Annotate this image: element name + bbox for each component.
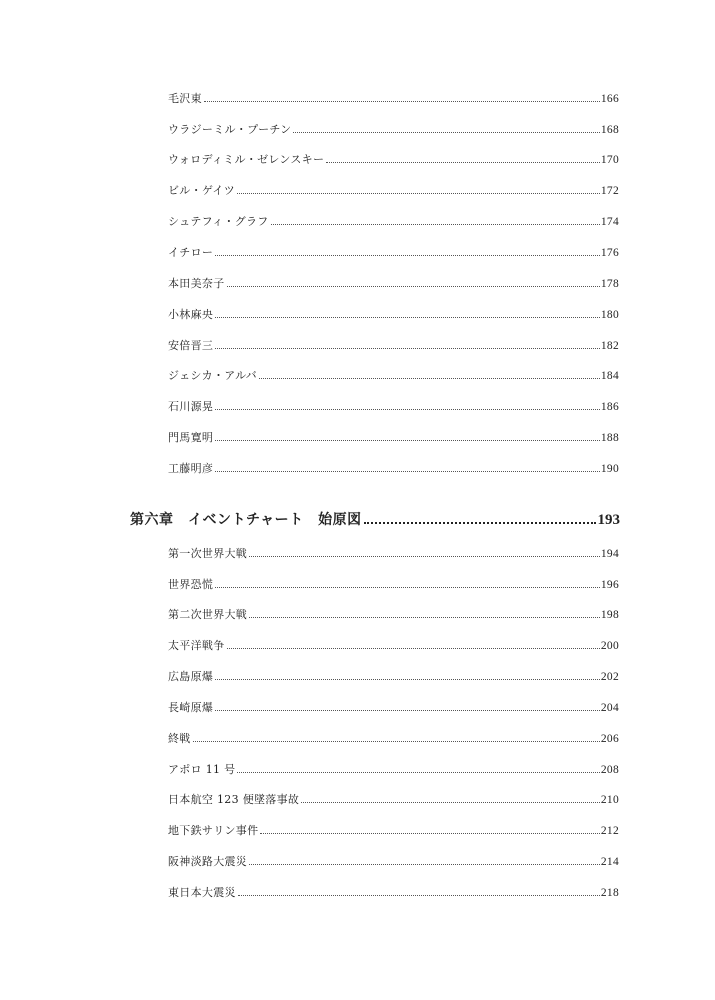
toc-entry-page: 190 [600,463,619,475]
chapter-title: 第六章 イベントチャート 始原図 [130,512,362,528]
toc-entry-page: 172 [600,185,619,197]
toc-entry-page: 194 [600,548,619,560]
toc-entry[interactable] [168,639,619,653]
toc-entry-page: 214 [600,856,619,868]
toc-entry-page: 178 [600,278,619,290]
toc-entry[interactable] [168,339,619,353]
toc-entry-title: 小林麻央 [168,308,214,321]
toc-entry-title: 地下鉄サリン事件 [168,824,259,837]
dot-leader [301,801,600,803]
toc-entry-page: 176 [600,247,619,259]
dot-leader [215,586,600,588]
toc-entry[interactable] [168,215,619,229]
toc-entry-page: 212 [600,825,619,837]
toc-entry-title: ジェシカ・アルバ [168,369,257,382]
toc-entry-page: 208 [600,764,619,776]
dot-leader [227,647,600,649]
toc-entry-page: 174 [600,216,619,228]
toc-entry-page: 196 [600,579,619,591]
toc-entry-title: 太平洋戦争 [168,639,225,652]
dot-leader [215,439,600,441]
toc-entry-title: 門馬寛明 [168,431,214,444]
toc-entry[interactable] [168,308,619,322]
toc-entry-page: 182 [600,340,619,352]
toc-entry[interactable] [168,763,619,777]
toc-entry[interactable] [168,369,619,383]
dot-leader [215,254,600,256]
toc-entry-title: 日本航空 123 便墜落事故 [168,793,300,806]
toc-entry-title: 東日本大震災 [168,886,236,899]
toc-entry-title: 阪神淡路大震災 [168,855,248,868]
toc-entry-page: 180 [600,309,619,321]
toc-entry[interactable] [168,92,619,106]
toc-entry-title: イチロー [168,246,214,259]
dot-leader [193,740,600,742]
toc-entry-title: ウォロディミル・ゼレンスキー [168,153,325,166]
dot-leader [249,863,600,865]
dot-leader [204,100,600,102]
toc-entry-page: 218 [600,887,619,899]
dot-leader [215,347,600,349]
toc-entry[interactable] [168,246,619,260]
toc-entry-page: 200 [600,640,619,652]
dot-leader [215,470,600,472]
toc-entry[interactable] [168,793,619,807]
dot-leader [215,678,600,680]
toc-entry-page: 168 [600,124,619,136]
toc-entry-page: 166 [600,93,619,105]
toc-entry[interactable] [168,732,619,746]
toc-entry[interactable] [168,608,619,622]
toc-entry[interactable] [168,184,619,198]
dot-leader [238,894,600,896]
toc-entry-page: 186 [600,401,619,413]
toc-entry-page: 210 [600,794,619,806]
toc-entry-title: 毛沢東 [168,92,202,105]
toc-entry[interactable] [168,431,619,445]
dot-leader [215,709,600,711]
chapter-page: 193 [597,512,620,528]
toc-entry-title: 安倍晋三 [168,339,214,352]
toc-entry-title: アポロ 11 号 [168,763,236,776]
dot-leader [293,131,599,133]
toc-entry-page: 202 [600,671,619,683]
toc-entry-title: 本田美奈子 [168,277,225,290]
toc-entry[interactable] [168,855,619,869]
dot-leader [364,521,596,524]
dot-leader [260,832,599,834]
toc-entry[interactable] [168,670,619,684]
toc-entry-title: 終戦 [168,732,191,745]
toc-entry[interactable] [168,824,619,838]
toc-entry-title: 広島原爆 [168,670,214,683]
toc-entry[interactable] [168,578,619,592]
toc-entry-title: 第一次世界大戦 [168,547,248,560]
toc-entry-page: 206 [600,733,619,745]
toc-entry-page: 170 [600,154,619,166]
toc-entry[interactable] [168,153,619,167]
toc-entry-page: 204 [600,702,619,714]
toc-entry-title: 長崎原爆 [168,701,214,714]
toc-entry[interactable] [168,277,619,291]
dot-leader [249,616,600,618]
dot-leader [271,223,600,225]
dot-leader [237,771,599,773]
dot-leader [227,285,600,287]
dot-leader [259,377,600,379]
toc-entry-title: ウラジーミル・プーチン [168,123,292,136]
toc-entry-page: 188 [600,432,619,444]
toc-entry[interactable] [168,701,619,715]
dot-leader [215,316,600,318]
toc-entry-title: シュテフィ・グラフ [168,215,269,228]
toc-entry-title: 世界恐慌 [168,578,214,591]
toc-entry[interactable] [168,547,619,561]
toc-entry-title: ビル・ゲイツ [168,184,236,197]
toc-entry[interactable] [168,462,619,476]
toc-entry[interactable] [168,123,619,137]
dot-leader [215,408,600,410]
chapter-heading[interactable] [130,511,620,529]
toc-entry[interactable] [168,886,619,900]
toc-entry-page: 184 [600,370,619,382]
toc-entry-title: 工藤明彦 [168,462,214,475]
dot-leader [326,161,600,163]
toc-entry[interactable] [168,400,619,414]
toc-entry-title: 石川源晃 [168,400,214,413]
toc-entry-page: 198 [600,609,619,621]
dot-leader [237,192,600,194]
dot-leader [249,555,600,557]
toc-entry-title: 第二次世界大戦 [168,608,248,621]
